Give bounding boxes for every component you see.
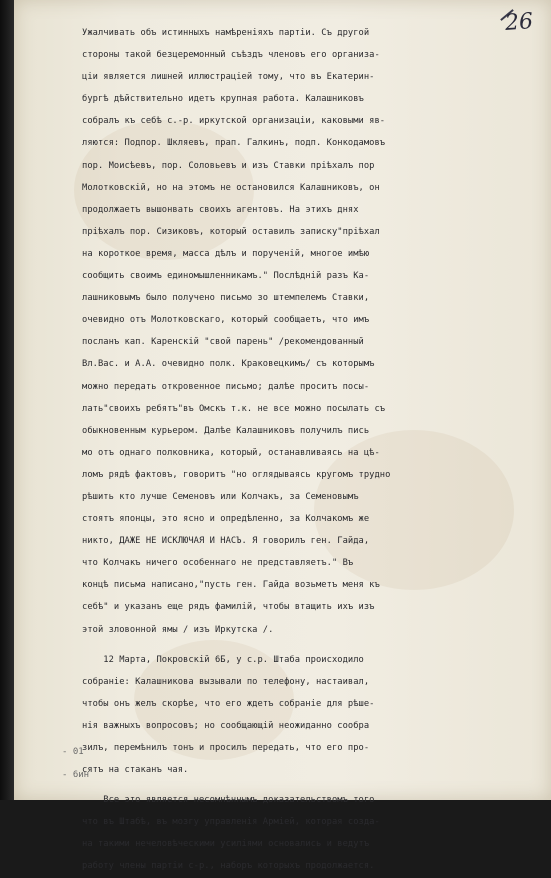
text-line: Ужалчивать объ истинныхъ намѣреніяхъ партіи. Съ другой bbox=[82, 28, 370, 38]
margin-note: - 6ин bbox=[62, 770, 90, 780]
document-text bbox=[82, 22, 497, 878]
text-line: пор. Моисѣевъ, пор. Соловьевъ и изъ Ставки пріѣхалъ пор bbox=[82, 160, 375, 171]
text-line: мо отъ однаго полковника, который, останавливаясь на цѣ- bbox=[82, 447, 380, 458]
text-line: на короткое время, масса дѣлъ и порученій, многое имѣю bbox=[82, 248, 370, 259]
text-line: посланъ кап. Каренскій "свой парень" /рекомендованный bbox=[82, 337, 364, 348]
text-line: лать"своихъ ребятъ"въ Омскъ т.к. не все можно посылать съ bbox=[82, 403, 386, 414]
text-line: ломъ рядѣ фактовъ, говоритъ "но оглядываясь кругомъ трудно bbox=[82, 469, 391, 480]
text-line: продолжаетъ вышонвать своихъ агентовъ. На этихъ днях bbox=[82, 204, 359, 215]
text-line: бургѣ дѣйствительно идетъ крупная работа. Калашниковъ bbox=[82, 94, 364, 105]
text-line: стоятъ японцы, это ясно и опредѣленно, за Колчакомъ же bbox=[82, 514, 370, 525]
text-line: рѣшить кто лучше Семеновъ или Колчакъ, за Семеновымъ bbox=[82, 491, 359, 502]
text-line: нія важныхъ вопросовъ; но сообщающій неожиданно сообра bbox=[82, 720, 370, 731]
text-line: зилъ, перемѣнилъ тонъ и просилъ передать, что его про- bbox=[82, 743, 370, 753]
paragraph-gap bbox=[82, 641, 497, 649]
text-line: чтобы онъ желъ скорѣе, что его ждетъ собраніе для рѣше- bbox=[82, 698, 375, 709]
text-line: работу члены партіи с-р., наборъ которыхъ продолжается. bbox=[82, 861, 375, 872]
text-line: этой зловонной ямы / изъ Иркутска /. bbox=[82, 624, 274, 635]
text-line: что въ Штабѣ, въ мозгу управленія Арміей, которая созда- bbox=[82, 817, 380, 828]
text-line: 12 Марта, Покровскій 6Б, у с.р. Штаба происходило bbox=[82, 654, 364, 665]
text-line: стороны такой безцеремонный съѣздъ членовъ его организа- bbox=[82, 50, 380, 61]
text-line: Молотковскій, но на этомъ не остановился Калашниковъ, он bbox=[82, 182, 380, 193]
text-line: пріѣхалъ пор. Сизиковъ, который оставилъ записку"пріѣхал bbox=[82, 226, 380, 237]
text-line: что Колчакъ ничего особеннаго не представляетъ." Въ bbox=[82, 558, 354, 569]
text-line: Вл.Вас. и А.А. очевидно полк. Краковецкимъ/ съ которымъ bbox=[82, 359, 375, 370]
text-line: себѣ" и указанъ еще рядъ фамилій, чтобы втащить ихъ изъ bbox=[82, 602, 375, 613]
paragraph-gap bbox=[82, 781, 497, 789]
text-line: сообщить своимъ единомышленникамъ." Послѣдній разъ Ка- bbox=[82, 271, 370, 282]
text-line: обыкновенным курьером. Далѣе Калашниковъ получилъ пись bbox=[82, 425, 370, 436]
text-line: лашниковымъ было получено письмо зо штемпелемъ Ставки, bbox=[82, 293, 370, 304]
text-line: можно передать откровенное письмо; далѣе проситъ посы- bbox=[82, 381, 370, 392]
text-line: никто, ДАЖЕ НЕ ИСКЛЮЧАЯ И НАСЪ. Я говорилъ ген. Гайда, bbox=[82, 536, 370, 547]
text-line: концѣ письма написано,"пусть ген. Гайда возьметъ меня къ bbox=[82, 580, 380, 591]
text-line: сятъ на стаканъ чая. bbox=[82, 765, 189, 776]
margin-note: - 01 bbox=[62, 747, 84, 757]
text-line: ляются: Подпор. Шкляевъ, прап. Галкинъ, подп. Конкодамовъ bbox=[82, 138, 386, 149]
text-line: собралъ къ себѣ с.-р. иркутской организаціи, каковыми яв- bbox=[82, 116, 386, 127]
text-line: собраніе: Калашникова вызывали по телефону, настаивал, bbox=[82, 676, 370, 687]
text-line: очевидно отъ Молотковскаго, который сообщаетъ, что имъ bbox=[82, 315, 370, 326]
text-line: Все это является несомнѣннымъ доказательствомъ того bbox=[82, 795, 375, 806]
folio-number: 26 bbox=[504, 9, 534, 36]
scan-left-edge bbox=[0, 0, 14, 800]
text-line: на такими нечеловѣческими усиліями основались и ведутъ bbox=[82, 839, 370, 850]
text-line: ціи является лишней иллюстраціей тому, что въ Екатерин- bbox=[82, 72, 375, 83]
